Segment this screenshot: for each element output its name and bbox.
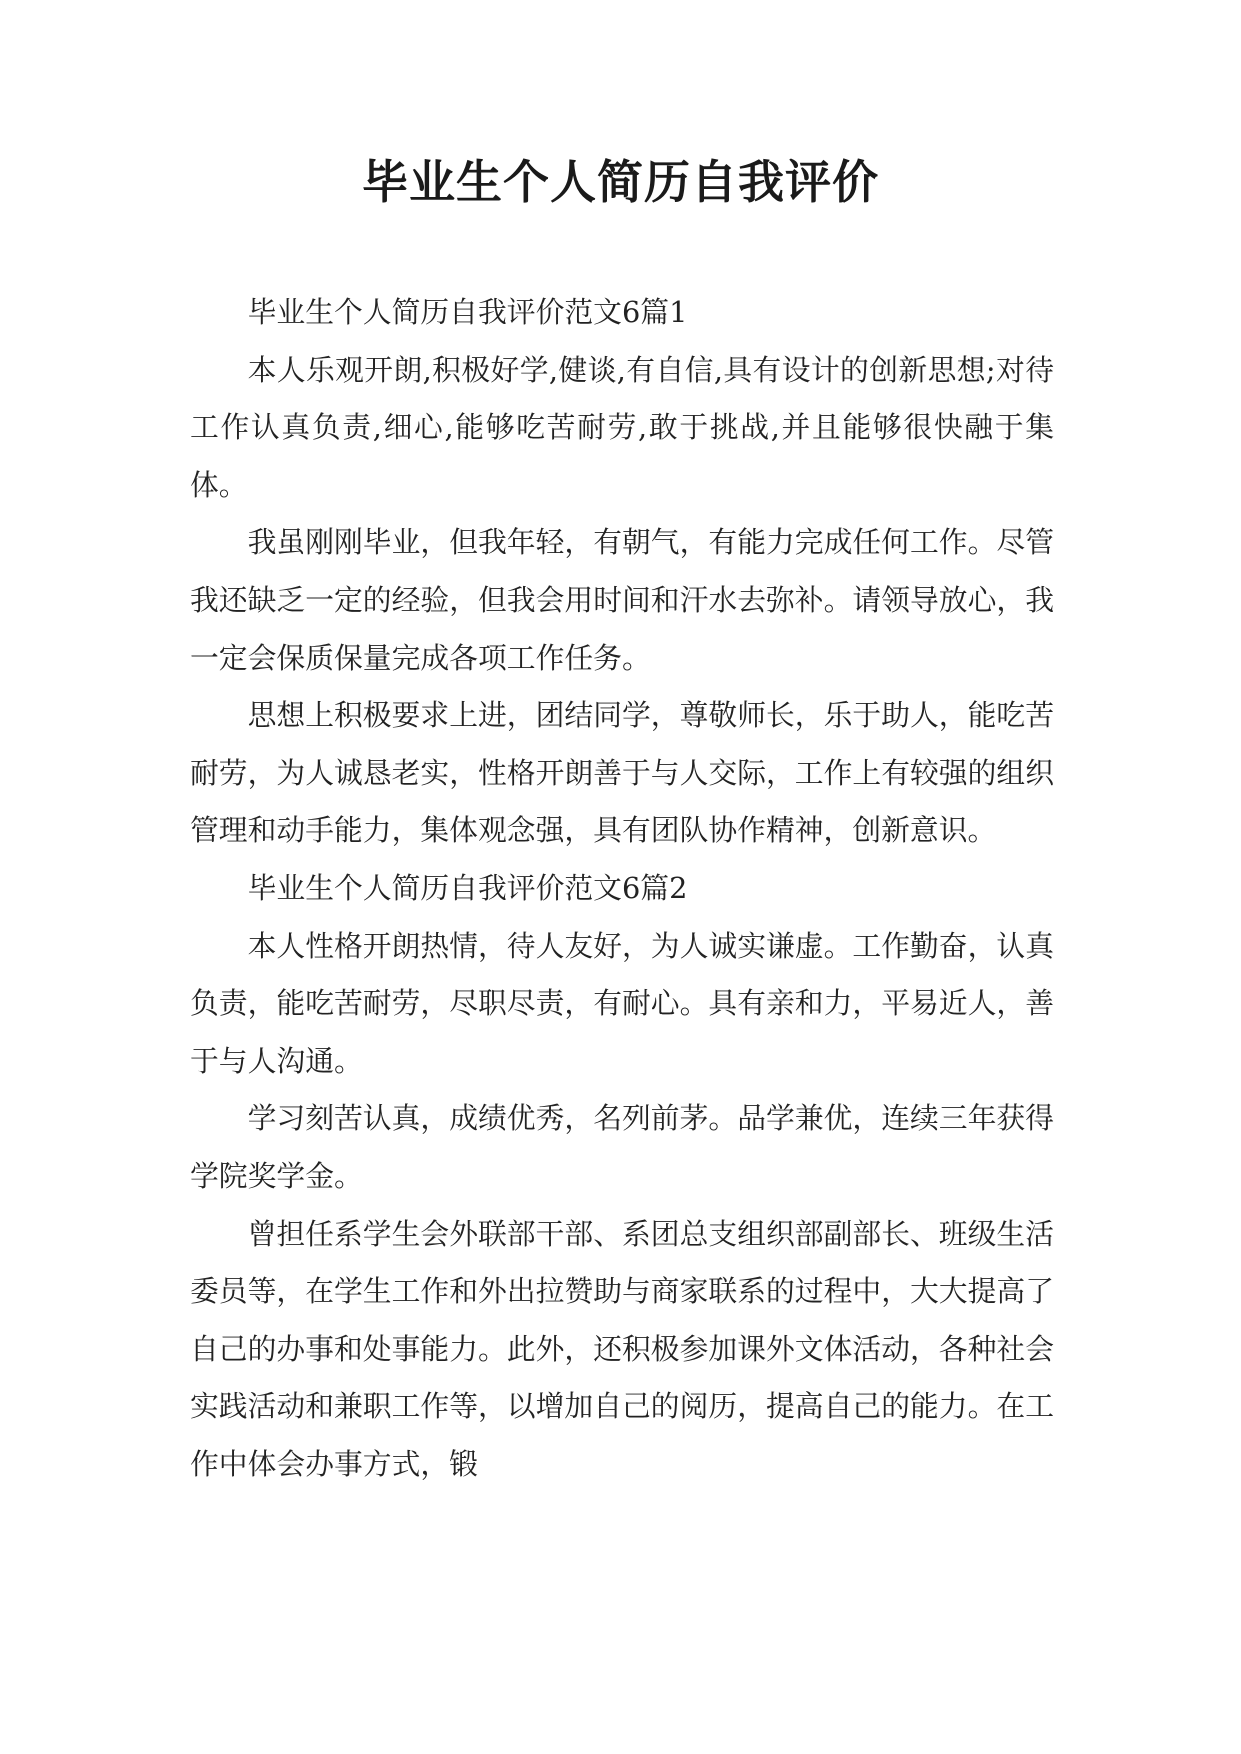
document-title: 毕业生个人简历自我评价 bbox=[362, 155, 879, 209]
paragraph: 思想上积极要求上进，团结同学，尊敬师长，乐于助人，能吃苦耐劳，为人诚恳老实，性格开朗善于与人交际，工作上有较强的组织管理和动手能力，集体观念强，具有团队协作精神，创新意识。 bbox=[190, 698, 1054, 848]
document-body bbox=[190, 284, 1054, 1493]
paragraph: 本人性格开朗热情，待人友好，为人诚实谦虚。工作勤奋，认真负责，能吃苦耐劳，尽职尽责，有耐心。具有亲和力，平易近人，善于与人沟通。 bbox=[190, 928, 1054, 1078]
section-heading-1: 毕业生个人简历自我评价范文6篇1 bbox=[247, 295, 688, 329]
paragraph: 本人乐观开朗,积极好学,健谈,有自信,具有设计的创新思想;对待工作认真负责,细心,能够吃苦耐劳,敢于挑战,并且能够很快融于集体。 bbox=[190, 352, 1054, 502]
section-heading-2: 毕业生个人简历自我评价范文6篇2 bbox=[247, 870, 688, 905]
paragraph: 曾担任系学生会外联部干部、系团总支组织部副部长、班级生活委员等，在学生工作和外出拉赞助与商家联系的过程中，大大提高了自己的办事和处事能力。此外，还积极参加课外文体活动，各种社会实践活动和兼职工作等，以增加自己的阅历，提高自己的能力。在工作中体会办事方式，锻 bbox=[190, 1216, 1054, 1481]
paragraph: 学习刻苦认真，成绩优秀，名列前茅。品学兼优，连续三年获得学院奖学金。 bbox=[190, 1101, 1054, 1193]
paragraph: 我虽刚刚毕业，但我年轻，有朝气，有能力完成任何工作。尽管我还缺乏一定的经验，但我会用时间和汗水去弥补。请领导放心，我一定会保质保量完成各项工作任务。 bbox=[190, 525, 1054, 675]
